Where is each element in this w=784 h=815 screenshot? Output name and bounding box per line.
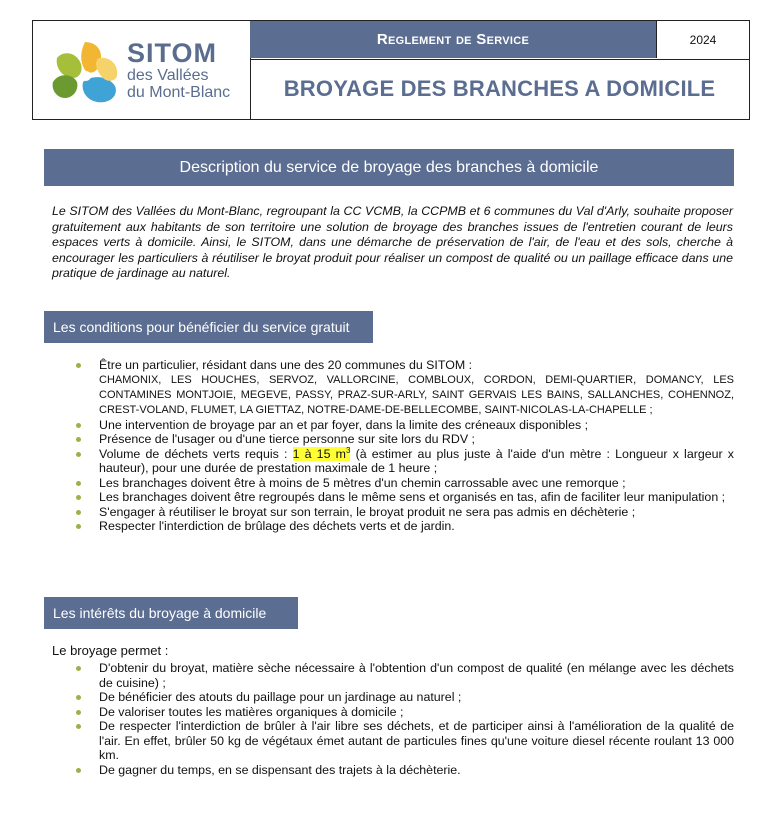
list-item	[74, 661, 734, 690]
interet-broyat: D'obtenir du broyat, matière sèche nécessaire à l'obtention d'un compost de qualité (en mélange avec les déchets de cuisine) ;	[99, 661, 734, 690]
bullet-icon	[76, 437, 81, 442]
communes-list: CHAMONIX, LES HOUCHES, SERVOZ, VALLORCINE, COMBLOUX, CORDON, DEMI-QUARTIER, DOMANCY, LES CONTAMINES MONTJOIE, MEGEVE, PASSY, PRAZ-SUR-ARLY, SAINT GERVAIS LES BAINS, SALLANCHES, COHENNOZ, CREST-VOLAND, FLUMET, LA GIETTAZ, NOTRE-DAME-DE-BELLECOMBE, SAINT-NICOLAS-LA-CHAPELLE ;	[99, 373, 734, 416]
logo-subtitle-2: du Mont-Blanc	[127, 84, 231, 101]
interet-temps: De gagner du temps, en se dispensant des trajets à la déchèterie.	[99, 762, 461, 777]
list-item	[74, 519, 734, 534]
list-item	[74, 418, 734, 433]
condition-distance: Les branchages doivent être à moins de 5 mètres d'un chemin carrossable avec une remorque ;	[99, 475, 626, 490]
list-item	[74, 690, 734, 705]
section-title-interets: Les intérêts du broyage à domicile	[44, 597, 298, 629]
document-type: Reglement de Service	[250, 21, 657, 58]
list-item	[74, 705, 734, 720]
list-item	[74, 505, 734, 520]
logo-text	[127, 39, 230, 101]
condition-frequency: Une intervention de broyage par an et par foyer, dans la limite des créneaux disponibles ;	[99, 417, 589, 432]
volume-highlight	[293, 447, 351, 461]
interets-lead: Le broyage permet :	[52, 643, 169, 658]
logo-name: SITOM	[127, 38, 218, 68]
bullet-icon	[76, 423, 81, 428]
list-item	[74, 763, 734, 778]
bullet-icon	[76, 510, 81, 515]
interet-valoriser: De valoriser toutes les matières organiques à domicile ;	[99, 704, 404, 719]
condition-presence: Présence de l'usager ou d'une tierce personne sur site lors du RDV ;	[99, 432, 475, 446]
list-item	[74, 490, 734, 505]
bullet-icon	[76, 495, 81, 500]
bullet-icon	[76, 452, 81, 457]
interets-list	[74, 661, 734, 777]
bullet-icon	[76, 724, 81, 729]
section-title-description: Description du service de broyage des branches à domicile	[44, 149, 734, 186]
sitom-logo-icon	[49, 38, 121, 106]
condition-reuse: S'engager à réutiliser le broyat sur son terrain, le broyat produit ne sera pas admis en déchèterie ;	[99, 504, 636, 519]
bullet-icon	[76, 666, 81, 671]
condition-no-burning: Respecter l'interdiction de brûlage des déchets verts et de jardin.	[99, 519, 455, 533]
document-year: 2024	[689, 32, 717, 47]
bullet-icon	[76, 481, 81, 486]
list-item	[74, 432, 734, 447]
list-item	[74, 447, 734, 476]
conditions-list	[74, 358, 734, 534]
interet-paillage: De bénéficier des atouts du paillage pour un jardinage au naturel ;	[99, 690, 462, 704]
logo-subtitle-1: des Vallées	[127, 67, 209, 84]
logo-block	[33, 21, 251, 119]
condition-volume-label: Volume de déchets verts requis :	[99, 446, 293, 461]
list-item	[74, 476, 734, 491]
intro-paragraph: Le SITOM des Vallées du Mont-Blanc, regroupant la CC VCMB, la CCPMB et 6 communes du Val d'Arly, souhaite proposer gratuitement aux habitants de son territoire une solution de broyage des branches issues de l'entretien courant de leurs espaces verts à domicile. Ainsi, le SITOM, dans une démarche de préservation de l'air, de l'eau et des sols, cherche à encourager les particuliers à réutiliser le broyat produit pour réaliser un compost de qualité ou un paillage efficace dans une pratique de jardinage au naturel.	[52, 204, 733, 280]
section-title-conditions: Les conditions pour bénéficier du service gratuit	[44, 311, 373, 343]
volume-value: 1 à 15 m	[292, 446, 346, 461]
condition-volume-detail: (à estimer au plus juste à l'aide d'un mètre : Longueur x largeur x hauteur), pour une durée de prestation maximale de 1 heure ;	[99, 446, 734, 475]
bullet-icon	[76, 695, 81, 700]
condition-grouping: Les branchages doivent être regroupés dans le même sens et organisés en tas, afin de faciliter leur manipulation ;	[99, 490, 726, 504]
document-header	[32, 20, 750, 120]
interet-air: De respecter l'interdiction de brûler à l'air libre ses déchets, et de participer ainsi à l'amélioration de la qualité de l'air. En effet, brûler 50 kg de végétaux émet autant de particules fines qu'une voiture diesel récente roulant 13 000 km.	[99, 719, 734, 762]
header-top-row	[250, 21, 749, 60]
list-item	[74, 719, 734, 763]
bullet-icon	[76, 363, 81, 368]
condition-resident: Être un particulier, résidant dans une des 20 communes du SITOM :	[99, 358, 473, 372]
volume-unit-exponent: 3	[345, 445, 351, 455]
list-item	[74, 358, 734, 418]
document-title: BROYAGE DES BRANCHES A DOMICILE	[283, 76, 716, 101]
bullet-icon	[76, 524, 81, 529]
bullet-icon	[76, 710, 81, 715]
bullet-icon	[76, 768, 81, 773]
